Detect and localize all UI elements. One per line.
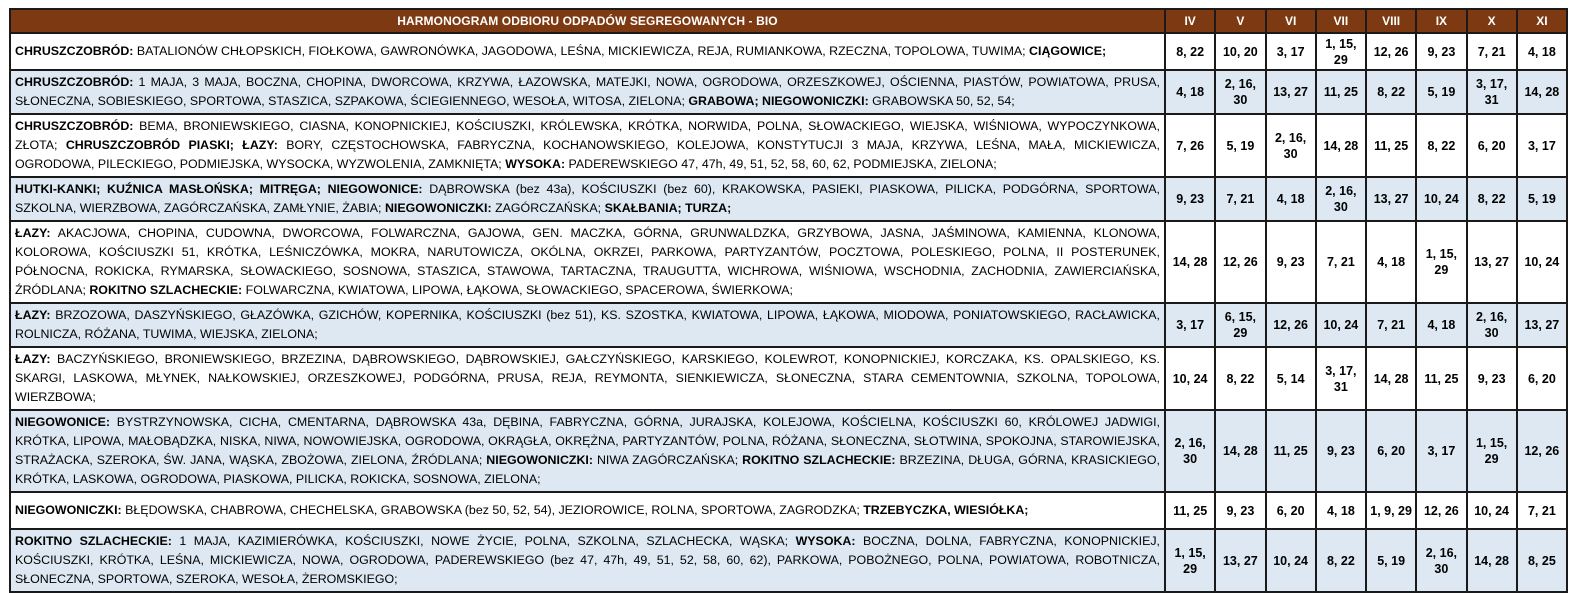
locality-name: ŁAZY: [15,352,51,366]
pickup-dates-cell: 7, 21 [1467,33,1517,70]
pickup-dates-cell: 8, 22 [1366,70,1416,114]
pickup-dates-cell: 10, 20 [1215,33,1265,70]
pickup-dates-cell: 5, 19 [1517,177,1567,221]
address-cell [10,303,1165,347]
street-list: ZAGÓRCZAŃSKA; [491,201,605,215]
locality-name: ŁAZY: [15,226,51,240]
pickup-dates-cell: 3, 17, 31 [1316,347,1366,410]
locality-name: NIEGOWONICZKI: [384,201,492,215]
table-title: HARMONOGRAM ODBIORU ODPADÓW SEGREGOWANYCH - BIO [10,9,1165,33]
locality-name: SKAŁBANIA; TURZA; [604,201,732,215]
pickup-dates-cell: 8, 22 [1416,114,1466,177]
pickup-dates-cell: 4, 18 [1165,70,1215,114]
address-cell [10,177,1165,221]
table-row [10,221,1567,303]
month-header: XI [1517,9,1567,33]
street-list: 1 MAJA, 3 MAJA, BOCZNA, CHOPINA, DWORCOWA, KRZYWA, ŁAZOWSKA, MATEJKI, NOWA, OGRODOWA, ORZESZKOWEJ, OŚCIENNA, PIASTÓW, POWIATOWA, PRUSA, SŁONECZNA, SOBIESKIEGO, SPORTOWA, STASZICA, SZPAKOWA, ŚCIEGIENNEGO, WESOŁA, WITOSA, ZIELONA; [15,75,1160,108]
pickup-dates-cell: 7, 21 [1517,492,1567,529]
pickup-dates-cell: 3, 17 [1165,303,1215,347]
pickup-dates-cell: 14, 28 [1316,114,1366,177]
pickup-dates-cell: 6, 20 [1366,410,1416,492]
pickup-dates-cell: 7, 21 [1316,221,1366,303]
address-cell [10,221,1165,303]
street-list: BRZOZOWA, DASZYŃSKIEGO, GŁAZÓWKA, GZICHÓW, KOPERNIKA, KOŚCIUSZKI (bez 51), KS. SZOSTKA, KWIATOWA, LIPOWA, ŁĄKOWA, MIODOWA, PONIATOWSKIEGO, RACŁAWICKA, ROLNICZA, RÓŻANA, TUWIMA, WIEJSKA, ZIELONA; [15,308,1160,341]
pickup-dates-cell: 2, 16, 30 [1266,114,1316,177]
pickup-dates-cell: 2, 16, 30 [1467,303,1517,347]
address-cell [10,529,1165,592]
pickup-dates-cell: 10, 24 [1416,177,1466,221]
pickup-dates-cell: 13, 27 [1366,177,1416,221]
locality-name: GRABOWA; NIEGOWONICZKI: [688,94,869,108]
table-row [10,303,1567,347]
pickup-dates-cell: 7, 21 [1215,177,1265,221]
pickup-dates-cell: 6, 20 [1467,114,1517,177]
pickup-dates-cell: 11, 25 [1165,492,1215,529]
pickup-dates-cell: 3, 17, 31 [1467,70,1517,114]
pickup-dates-cell: 10, 24 [1467,492,1517,529]
table-row [10,177,1567,221]
pickup-dates-cell: 10, 24 [1517,221,1567,303]
pickup-dates-cell: 8, 22 [1467,177,1517,221]
pickup-dates-cell: 9, 23 [1416,33,1466,70]
pickup-dates-cell: 10, 24 [1266,529,1316,592]
pickup-dates-cell: 9, 23 [1266,221,1316,303]
month-header: V [1215,9,1265,33]
pickup-dates-cell: 4, 18 [1416,303,1466,347]
pickup-dates-cell: 6, 15, 29 [1215,303,1265,347]
pickup-dates-cell: 2, 16, 30 [1316,177,1366,221]
pickup-dates-cell: 2, 16, 30 [1215,70,1265,114]
street-list: BYSTRZYNOWSKA, CICHA, CMENTARNA, DĄBROWSKA 43a, DĘBINA, FABRYCZNA, GÓRNA, JURAJSKA, KOLEJOWA, KOŚCIELNA, KOŚCIUSZKI 60, KRÓLOWEJ JADWIGI, KRÓTKA, LIPOWA, MAŁOBĄDZKA, NISKA, NIWA, NOWOWIEJSKA, OGRODOWA, OKRĄGŁA, OKRĘŻNA, PARTYZANTÓW, POLNA, RÓŻANA, SŁONECZNA, SŁOTWINA, SPOKOJNA, STAROWIEJSKA, STRAŻACKA, SZEROKA, ŚW. JANA, WĄSKA, ZBOŻOWA, ZIELONA, ŹRÓDLANA; [15,415,1160,467]
locality-name: CHRUSZCZOBRÓD: [15,44,134,58]
locality-name: CIĄGOWICE; [1029,44,1107,58]
street-list: FOLWARCZNA, KWIATOWA, LIPOWA, ŁĄKOWA, SŁOWACKIEGO, SPACEROWA, ŚWIERKOWA; [242,283,793,297]
pickup-dates-cell: 9, 23 [1165,177,1215,221]
street-list: AKACJOWA, CHOPINA, CUDOWNA, DWORCOWA, FOLWARCZNA, GAJOWA, GEN. MACZKA, GÓRNA, GRUNWALDZKA, GRZYBOWA, JASNA, JAŚMINOWA, KAMIENNA, KLONOWA, KOLOROWA, KOŚCIUSZKI 51, KRÓTKA, LEŚNICZÓWKA, MOKRA, NARUTOWICZA, OKÓLNA, OKRZEI, PARKOWA, PARTYZANTÓW, POCZTOWA, POLESKIEGO, POLNA, II POSTERUNEK, PÓŁNOCNA, ROKICKA, RYMARSKA, SŁOWACKIEGO, SOSNOWA, STASZICA, STAWOWA, TARTACZNA, TRAUGUTTA, WICHROWA, WIŚNIOWA, WSCHODNIA, ZACHODNIA, ZAWIERCIAŃSKA, ŹRÓDLANA; [15,226,1160,297]
address-cell [10,33,1165,70]
table-row [10,529,1567,592]
table-row [10,33,1567,70]
pickup-dates-cell: 5, 19 [1366,529,1416,592]
pickup-dates-cell: 3, 17 [1517,114,1567,177]
pickup-dates-cell: 1, 15, 29 [1165,529,1215,592]
street-list: DĄBROWSKA (bez 43a), KOŚCIUSZKI (bez 60), KRAKOWSKA, PASIEKI, PIASKOWA, PILICKA, PODGÓRNA, SPORTOWA, SZKOLNA, WIERZBOWA, ZAGÓRCZAŃSKA, ZAMŁYNIE, ŻABIA; [15,182,1160,215]
pickup-dates-cell: 14, 28 [1467,529,1517,592]
month-header: IV [1165,9,1215,33]
street-list: 1 MAJA, KAZIMIERÓWKA, KOŚCIUSZKI, NOWE ŻYCIE, POLNA, SZKOLNA, SZLACHECKA, WĄSKA; [171,534,796,548]
pickup-dates-cell: 9, 23 [1316,410,1366,492]
pickup-dates-cell: 5, 14 [1266,347,1316,410]
pickup-dates-cell: 12, 26 [1517,410,1567,492]
pickup-dates-cell: 14, 28 [1366,347,1416,410]
pickup-dates-cell: 5, 19 [1215,114,1265,177]
locality-name: WYSOKA: [505,157,566,171]
table-row [10,410,1567,492]
pickup-dates-cell: 12, 26 [1416,492,1466,529]
address-cell [10,492,1165,529]
pickup-dates-cell: 11, 25 [1266,410,1316,492]
table-row [10,492,1567,529]
month-header: X [1467,9,1517,33]
pickup-dates-cell: 12, 26 [1366,33,1416,70]
pickup-dates-cell: 13, 27 [1517,303,1567,347]
pickup-dates-cell: 8, 25 [1517,529,1567,592]
address-cell [10,70,1165,114]
street-list: BOCZNA, DOLNA, FABRYCZNA, KONOPNICKIEJ, KOŚCIUSZKI, KRÓTKA, LEŚNA, MICKIEWICZA, NOWA, OGRODOWA, PADEREWSKIEGO (bez 47, 47h, 49, 51, 52, 58, 60, 62), PARKOWA, POBOŻNEGO, POLNA, POWIATOWA, ROBOTNICZA, SŁONECZNA, SPORTOWA, SZEROKA, WESOŁA, ŻEROMSKIEGO; [15,534,1160,586]
street-list: BATALIONÓW CHŁOPSKICH, FIOŁKOWA, GAWRONÓWKA, JAGODOWA, LEŚNA, MICKIEWICZA, REJA, RUMIANKOWA, RZECZNA, TOPOLOWA, TUWIMA; [133,44,1030,58]
locality-name: CHRUSZCZOBRÓD: [15,119,134,133]
pickup-dates-cell: 1, 9, 29 [1366,492,1416,529]
pickup-dates-cell: 14, 28 [1165,221,1215,303]
street-list: BACZYŃSKIEGO, BRONIEWSKIEGO, BRZEZINA, DĄBROWSKIEGO, DĄBROWSKIEJ, GAŁCZYŃSKIEGO, KARSKIEGO, KOLEWROT, KONOPNICKIEJ, KORCZAKA, KS. OPALSKIEGO, KS. SKARGI, LASKOWA, MŁYNEK, NAŁKOWSKIEJ, ORZESZKOWEJ, PODGÓRNA, PRUSA, REJA, REYMONTA, SIENKIEWICZA, SŁONECZNA, STARA CEMENTOWNIA, SZKOLNA, TOPOLOWA, WIERZBOWA; [15,352,1160,404]
locality-name: ŁAZY: [15,308,51,322]
month-header: VII [1316,9,1366,33]
pickup-dates-cell: 4, 18 [1517,33,1567,70]
street-list: BEMA, BRONIEWSKIEGO, CIASNA, KONOPNICKIEJ, KOŚCIUSZKI, KRÓLEWSKA, KRÓTKA, NORWIDA, POLNA, SŁOWACKIEGO, WIEJSKA, WIŚNIOWA, WYPOCZYNKOWA, ZŁOTA; [15,119,1160,152]
pickup-dates-cell: 11, 25 [1366,114,1416,177]
locality-name: HUTKI-KANKI; KUŹNICA MASŁOŃSKA; MITRĘGA; NIEGOWONICE: [15,182,423,196]
pickup-dates-cell: 2, 16, 30 [1416,529,1466,592]
month-header: VIII [1366,9,1416,33]
pickup-dates-cell: 13, 27 [1215,529,1265,592]
street-list: BORY, CZĘSTOCHOWSKA, FABRYCZNA, KOCHANOWSKIEGO, KOLEJOWA, KONSTYTUCJI 3 MAJA, KRZYWA, LEŚNA, MAŁA, MICKIEWICZA, OGRODOWA, PILECKIEGO, PODMIEJSKA, WYSOCKA, WYZWOLENIA, ZAMKNIĘTA; [15,138,1160,171]
pickup-dates-cell: 4, 18 [1366,221,1416,303]
pickup-dates-cell: 14, 28 [1215,410,1265,492]
pickup-dates-cell: 9, 23 [1215,492,1265,529]
pickup-dates-cell: 12, 26 [1215,221,1265,303]
street-list: GRABOWSKA 50, 52, 54; [868,94,1015,108]
pickup-dates-cell: 8, 22 [1215,347,1265,410]
pickup-dates-cell: 11, 25 [1416,347,1466,410]
pickup-dates-cell: 1, 15, 29 [1416,221,1466,303]
street-list: BŁĘDOWSKA, CHABROWA, CHECHELSKA, GRABOWSKA (bez 50, 52, 54), JEZIOROWICE, ROLNA, SPORTOWA, ZAGRODZKA; [121,503,864,517]
pickup-dates-cell: 7, 21 [1366,303,1416,347]
schedule-table [9,8,1568,593]
table-row [10,70,1567,114]
locality-name: NIEGOWONICZKI: [15,503,122,517]
pickup-dates-cell: 4, 18 [1266,177,1316,221]
pickup-dates-cell: 7, 26 [1165,114,1215,177]
locality-name: NIEGOWONICZKI: [486,453,593,467]
address-cell [10,410,1165,492]
pickup-dates-cell: 13, 27 [1467,221,1517,303]
table-row [10,347,1567,410]
locality-name: CHRUSZCZOBRÓD PIASKI; ŁAZY: [65,138,278,152]
month-header: VI [1266,9,1316,33]
pickup-dates-cell: 2, 16, 30 [1165,410,1215,492]
pickup-dates-cell: 11, 25 [1316,70,1366,114]
pickup-dates-cell: 8, 22 [1316,529,1366,592]
pickup-dates-cell: 4, 18 [1316,492,1366,529]
locality-name: CHRUSZCZOBRÓD: [15,75,134,89]
street-list: BRZEZINA, DŁUGA, GÓRNA, KRASICKIEGO, KRÓTKA, LASKOWA, OGRODOWA, PIASKOWA, PILICKA, ROKICKA, SOSNOWA, ZIELONA; [15,453,1160,486]
pickup-dates-cell: 1, 15, 29 [1316,33,1366,70]
header-row [10,9,1567,33]
locality-name: ROKITNO SZLACHECKIE: [15,534,172,548]
table-row [10,114,1567,177]
pickup-dates-cell: 12, 26 [1266,303,1316,347]
pickup-dates-cell: 3, 17 [1266,33,1316,70]
locality-name: ROKITNO SZLACHECKIE: [89,283,243,297]
address-cell [10,114,1165,177]
pickup-dates-cell: 10, 24 [1165,347,1215,410]
pickup-dates-cell: 14, 28 [1517,70,1567,114]
pickup-dates-cell: 10, 24 [1316,303,1366,347]
month-header: IX [1416,9,1466,33]
locality-name: TRZEBYCZKA, WIESIÓŁKA; [863,503,1029,517]
pickup-dates-cell: 3, 17 [1416,410,1466,492]
pickup-dates-cell: 9, 23 [1467,347,1517,410]
pickup-dates-cell: 8, 22 [1165,33,1215,70]
pickup-dates-cell: 13, 27 [1266,70,1316,114]
locality-name: WYSOKA: [795,534,856,548]
pickup-dates-cell: 6, 20 [1517,347,1567,410]
pickup-dates-cell: 6, 20 [1266,492,1316,529]
pickup-dates-cell: 1, 15, 29 [1467,410,1517,492]
street-list: PADEREWSKIEGO 47, 47h, 49, 51, 52, 58, 60, 62, PODMIEJSKA, ZIELONA; [565,157,997,171]
address-cell [10,347,1165,410]
locality-name: NIEGOWONICE: [15,415,110,429]
street-list: NIWA ZAGÓRCZAŃSKA; [593,453,743,467]
pickup-dates-cell: 5, 19 [1416,70,1466,114]
locality-name: ROKITNO SZLACHECKIE: [742,453,896,467]
